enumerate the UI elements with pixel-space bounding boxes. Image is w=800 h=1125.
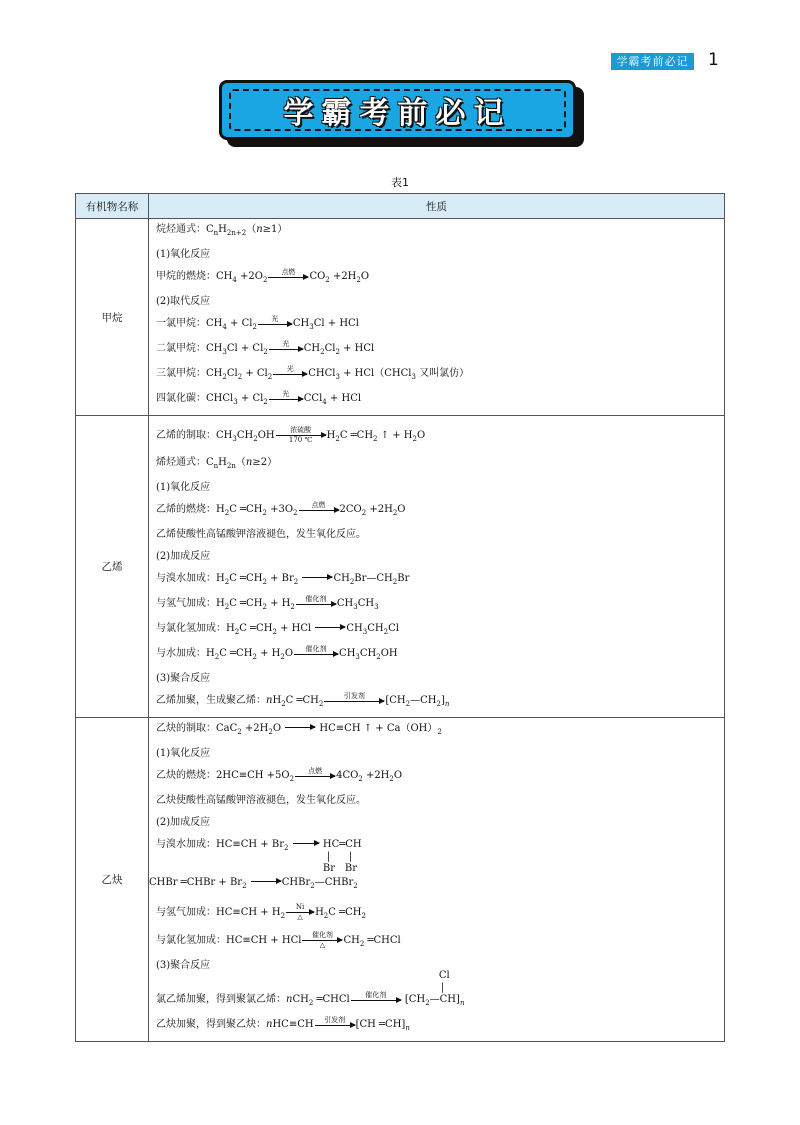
table-row-methane xyxy=(76,219,725,416)
equation: 乙炔的燃烧：$2HC\equiv CH +5O_2$ 点燃 $4CO_2 +2H_2O$ xyxy=(156,766,403,783)
section-heading: (3)聚合反应 xyxy=(156,960,211,971)
pvc-structure: $[CH_2—CH]_n$ Cl | xyxy=(404,970,465,1007)
table-row-ethylene xyxy=(76,416,725,718)
compound-name: 乙炔 xyxy=(76,718,149,1042)
equation: 甲烷的燃烧：$CH_4 +2O_2$ 点燃 $CO_2 +2H_2O$ xyxy=(156,267,370,284)
section-heading: (2)加成反应 xyxy=(156,551,211,562)
equation: 与水加成：$H_2C$ $═CH_2 + H_2O$ 催化剂 $CH_3CH_2OH$ xyxy=(156,644,398,661)
properties-cell xyxy=(149,718,725,1042)
section-heading: (3)聚合反应 xyxy=(156,673,211,684)
section-heading: (2)加成反应 xyxy=(156,817,211,828)
general-formula: 烯烃通式：$C_nH_{2n}(n\ge 2)$ xyxy=(156,457,278,470)
equation: 与氯化氢加成：$H_2C$ $═CH_2$ + HCl $CH_3CH_2Cl$ xyxy=(156,623,399,636)
equation: 与氢气加成：$H_2C$ $═CH_2 + H_2$ 催化剂 $CH_3CH_3$ xyxy=(156,594,379,611)
section-heading: (1)氧化反应 xyxy=(156,249,211,260)
properties-cell xyxy=(149,416,725,718)
compound-name: 甲烷 xyxy=(76,219,149,416)
equation: 与氢气加成：$HC\equiv CH + H_2$ Ni △ $H_2C$ $═CH_2$ xyxy=(156,903,366,921)
properties-table xyxy=(75,193,725,1042)
table-header-row xyxy=(76,194,725,219)
equation: 乙炔的制取：$CaC_2 +2H_2O$ HC≡CH ↑ + $Ca(OH)_2$ xyxy=(156,723,442,736)
page-number: 1 xyxy=(708,50,719,70)
equation: 三氯甲烷：$CH_2Cl_2 + Cl_2$ 光 CHCl$_3$ + HCl（CHCl$_3$ 又叫氯仿） xyxy=(156,364,470,381)
equation: 氯乙烯加聚，得到聚氯乙烯：nCH$_2$ ═CHCl 催化剂 $[CH_2—CH]_n$ Cl | xyxy=(156,993,717,1010)
equation: 乙烯的制取：$CH_3CH_2OH$ 浓硫酸 170 ℃ $H_2C$ $═CH_2$ ↑ + $H_2O$ xyxy=(156,426,426,444)
compound-name: 乙烯 xyxy=(76,416,149,718)
equation: 乙烯加聚，生成聚乙烯：$nH_2C$ $═CH_2$ 引发剂 $[CH_2—CH_2]_n$ xyxy=(156,691,450,708)
banner-title: 学霸考前必记 xyxy=(283,96,512,131)
note: 乙烯使酸性高锰酸钾溶液褪色，发生氧化反应。 xyxy=(156,529,366,540)
equation: 一氯甲烷：$CH_4 + Cl_2$ 光 $CH_3Cl$ + HCl xyxy=(156,314,359,331)
section-heading: (1)氧化反应 xyxy=(156,482,211,493)
equation: 四氯化碳：CHCl$_3$ + $Cl_2$ 光 CCl$_4$ + HCl xyxy=(156,389,362,406)
equation: 乙烯的燃烧：$H_2C$ $═CH_2 +3O_2$ 点燃 $2CO_2 +2H_2O$ xyxy=(156,500,406,517)
equation: 与氯化氢加成：HC≡CH + HCl 催化剂 △ $CH_2$ ═CHCl xyxy=(156,931,401,949)
section-heading: (2)取代反应 xyxy=(156,296,211,307)
dibromo-structure: HC═CH | | Br Br xyxy=(322,839,362,874)
equation: 乙炔加聚，得到聚乙炔：nHC≡CH 引发剂 [CH $═CH]_n$ xyxy=(156,1015,410,1032)
title-banner xyxy=(219,80,576,140)
equation: 二氯甲烷：$CH_3Cl + Cl_2$ 光 $CH_2Cl_2$ + HCl xyxy=(156,339,375,356)
table-caption: 表1 xyxy=(391,176,409,189)
equation: 与溴水加成：$HC\equiv CH + Br_2$ HC═CH | | Br Br xyxy=(156,839,362,874)
note: 乙炔使酸性高锰酸钾溶液褪色，发生氧化反应。 xyxy=(156,795,366,806)
column-header-properties: 性质 xyxy=(149,194,725,219)
properties-cell xyxy=(149,219,725,416)
section-tag: 学霸考前必记 xyxy=(611,53,694,70)
column-header-name: 有机物名称 xyxy=(76,194,149,219)
equation: CHBr ═CHBr + $Br_2$ CHBr$_2$—CHBr$_2$ xyxy=(149,877,358,890)
section-heading: (1)氧化反应 xyxy=(156,748,211,759)
equation: 与溴水加成：$H_2C$ $═CH_2 + Br_2$ $CH_2Br—CH_2Br$ xyxy=(156,573,410,586)
general-formula: 烷烃通式：$C_nH_{2n+2}(n\ge 1)$ xyxy=(156,224,288,237)
table-row-acetylene xyxy=(76,718,725,1042)
